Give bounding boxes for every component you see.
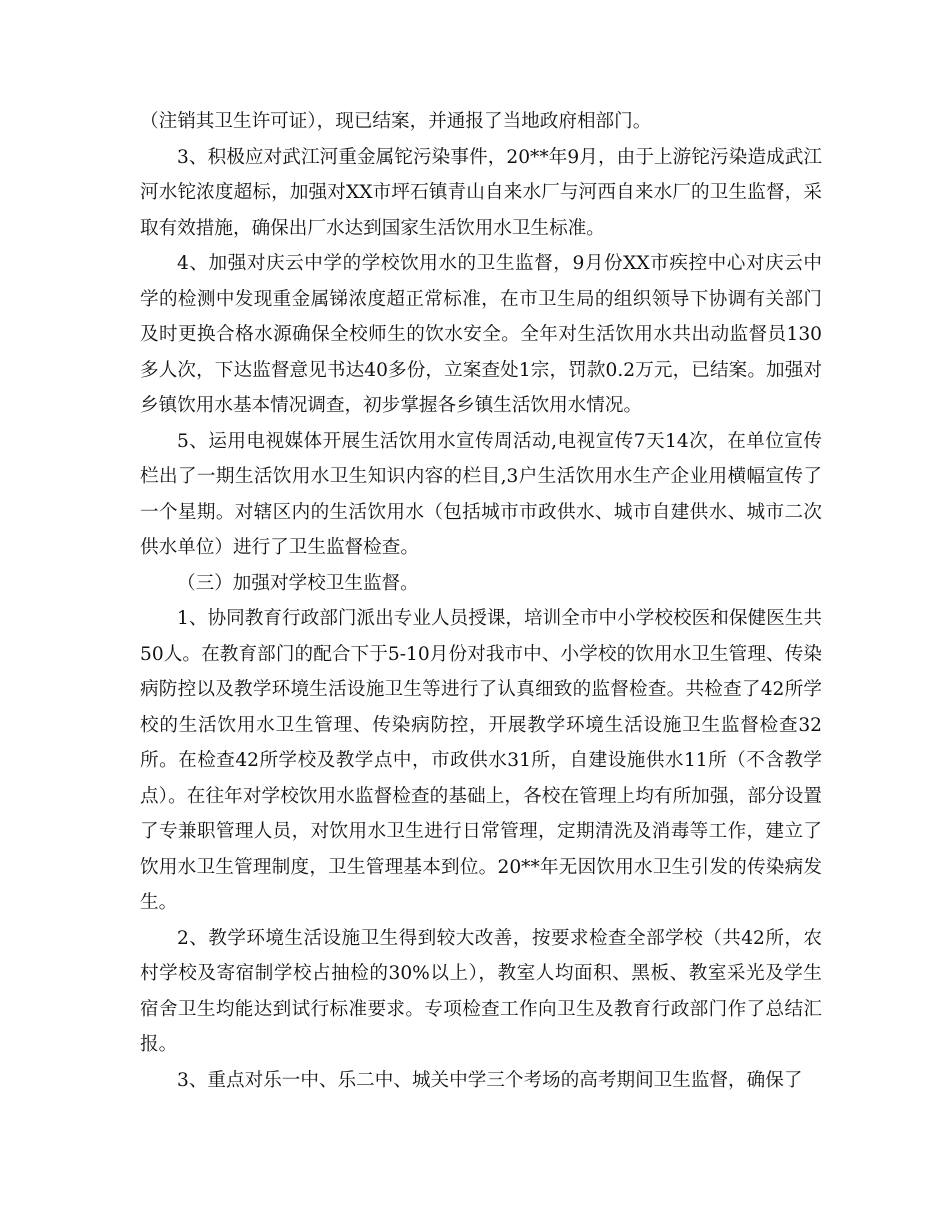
paragraph-item-1-training-inspection: 1、协同教育行政部门派出专业人员授课，培训全市中小学校校医和保健医生共50人。在教育部门的配合下于5-10月份对我市中、小学校的饮用水卫生管理、传染病防控以及教学环境生活设施卫生等进行了认真细致的监督检查。共检查了42所学校的生活饮用水卫生管理、传染病防控，开展教学环境生活设施卫生监督检查32所。在检查42所学校及教学点中，市政供水31所，自建设施供水11所（不含教学点）。在往年对学校饮用水监督检查的基础上，各校在管理上均有所加强，部分设置了专兼职管理人员，对饮用水卫生进行日常管理，定期清洗及消毒等工作，建立了饮用水卫生管理制度，卫生管理基本到位。20**年无因饮用水卫生引发的传染病发生。 — [140, 608, 822, 913]
paragraph-item-3-exam-supervision: 3、重点对乐一中、乐二中、城关中学三个考场的高考期间卫生监督，确保了 — [177, 1069, 803, 1091]
paragraph-item-3-heavy-metal-incident: 3、积极应对武江河重金属铊污染事件，20**年9月，由于上游铊污染造成武江河水铊浓度超标，加强对XX市坪石镇青山自来水厂与河西自来水厂的卫生监督，采取有效措施，确保出厂水达到国家生活饮用水卫生标准。 — [140, 146, 822, 239]
paragraph-item-5-publicity: 5、运用电视媒体开展生活饮用水宣传周活动,电视宣传7天14次，在单位宣传栏出了一期生活饮用水卫生知识内容的栏目,3户生活饮用水生产企业用横幅宣传了一个星期。对辖区内的生活饮用水（包括城市市政供水、城市自建供水、城市二次供水单位）进行了卫生监督检查。 — [140, 430, 822, 558]
paragraph-item-2-environment: 2、教学环境生活设施卫生得到较大改善，按要求检查全部学校（共42所，农村学校及寄宿制学校占抽检的30%以上），教室人均面积、黑板、教室采光及学生宿舍卫生均能达到试行标准要求。专项检查工作向卫生及教育行政部门作了总结汇报。 — [140, 927, 822, 1055]
paragraph-continuation: （注销其卫生许可证），现已结案，并通报了当地政府相部门。 — [140, 111, 652, 132]
paragraph-item-4-school-water: 4、加强对庆云中学的学校饮用水的卫生监督，9月份XX市疾控中心对庆云中学的检测中发现重金属锑浓度超正常标准，在市卫生局的组织领导下协调有关部门及时更换合格水源确保全校师生的饮水安全。全年对生活饮用水共出动监督员130多人次，下达监督意见书达40多份，立案查处1宗，罚款0.2万元，已结案。加强对乡镇饮用水基本情况调查，初步掌握各乡镇生活饮用水情况。 — [140, 253, 822, 416]
document-body — [140, 104, 822, 1098]
section-heading-school-hygiene: （三）加强对学校卫生监督。 — [177, 572, 419, 594]
